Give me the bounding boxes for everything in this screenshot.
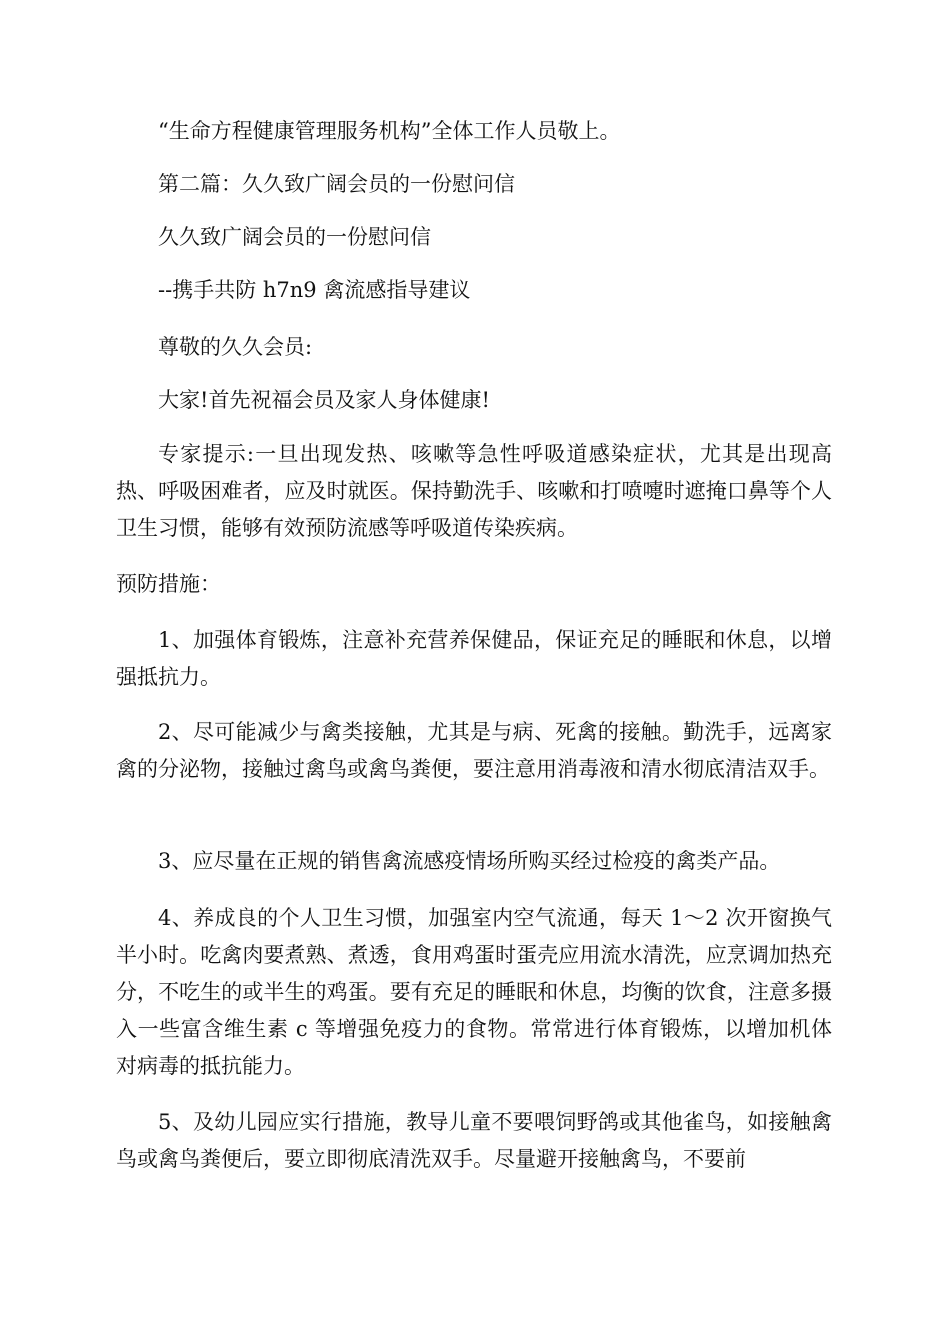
- measure-4-paragraph: 4、养成良的个人卫生习惯，加强室内空气流通，每天 1～2 次开窗换气半小时。吃禽肉要煮熟、煮透，食用鸡蛋时蛋壳应用流水清洗，应烹调加热充分，不吃生的或半生的鸡蛋。要有充足的睡眠和休息，均衡的饮食，注意多摄入一些富含维生素 c 等增强免疫力的食物。常常进行体育锻炼，以增加机体对病毒的抵抗能力。: [116, 906, 832, 1078]
- measure-5-paragraph: 5、及幼儿园应实行措施，教导儿童不要喂饲野鸽或其他雀鸟，如接触禽鸟或禽鸟粪便后，要立即彻底清洗双手。尽量避开接触禽鸟，不要前: [116, 1110, 832, 1171]
- expert-tip-paragraph: 专家提示:一旦出现发热、咳嗽等急性呼吸道感染症状，尤其是出现高热、呼吸困难者，应及时就医。保持勤洗手、咳嗽和打喷嚏时遮掩口鼻等个人卫生习惯，能够有效预防流感等呼吸道传染疾病。: [116, 442, 832, 540]
- prevention-heading: 预防措施：: [116, 572, 221, 596]
- letter-title: 久久致广阔会员的一份慰问信: [158, 225, 431, 249]
- salutation: 尊敬的久久会员:: [158, 335, 313, 359]
- measure-3-paragraph: 3、应尽量在正规的销售禽流感疫情场所购买经过检疫的禽类产品。: [158, 849, 781, 873]
- measure-2-paragraph: 2、尽可能减少与禽类接触，尤其是与病、死禽的接触。勤洗手，远离家禽的分泌物，接触过禽鸟或禽鸟粪便，要注意用消毒液和清水彻底清洁双手。: [116, 720, 832, 781]
- measure-1-paragraph: 1、加强体育锻炼，注意补充营养保健品，保证充足的睡眠和休息，以增强抵抗力。: [116, 628, 832, 689]
- section-heading: 第二篇：久久致广阔会员的一份慰问信: [158, 172, 515, 196]
- closing-signature: “生命方程健康管理服务机构”全体工作人员敬上。: [158, 119, 621, 143]
- letter-subtitle: --携手共防 h7n9 禽流感指导建议: [158, 278, 471, 302]
- greeting-paragraph: 大家!首先祝福会员及家人身体健康!: [158, 388, 490, 412]
